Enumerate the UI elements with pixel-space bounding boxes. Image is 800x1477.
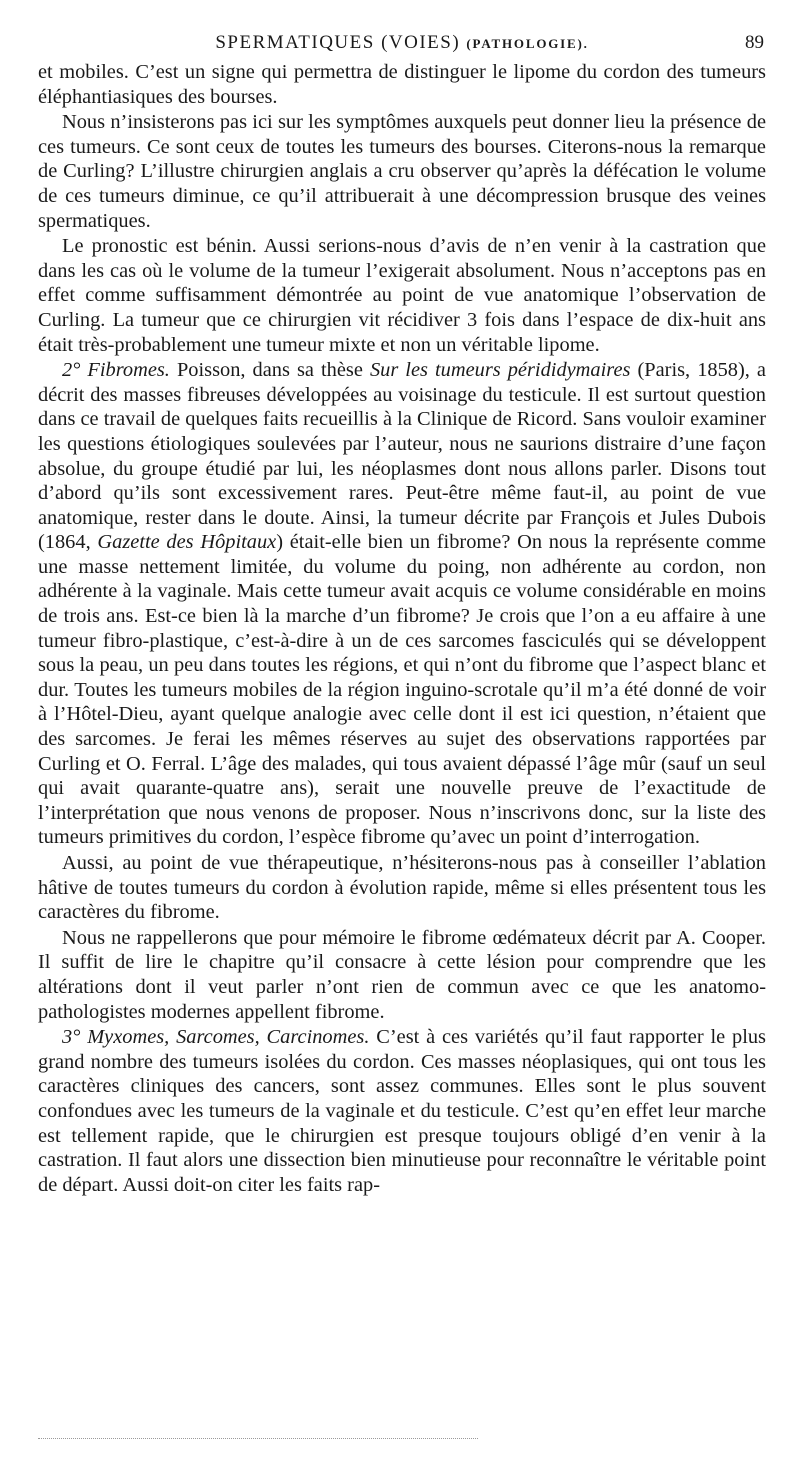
body-text — [38, 60, 766, 1197]
footer-rule — [38, 1438, 478, 1439]
paragraph-text: Poisson, dans sa thèse — [176, 359, 363, 382]
paragraph-text: C’est à ces variétés qu’il faut rapporter le plus grand nombre des tumeurs isolées du cordon. Ces masses néoplasiques, qui ont tous les caractères cliniques des cancers, sont assez communes. Elles sont le plus souvent confondues avec les tumeurs de la vaginale et du testicule. C’est qu’en effet leur marche est tellement rapide, que le chirurgien est presque toujours obligé d’en venir à la castration. Il faut alors une dissection bien minutieuse pour reconnaître le véritable point de départ. Aussi doit-on citer les faits rap- — [38, 1026, 766, 1196]
running-head — [38, 28, 766, 58]
running-title-section: (PATHOLOGIE). — [466, 36, 589, 51]
page — [38, 28, 766, 1197]
paragraph-text: ) était-elle bien un fibrome? On nous la représente comme une masse nettement limitée, du volume du poing, non adhérente au cordon, non adhérente à la vaginale. Mais cette tumeur avait acquis ce volume considérable en moins de trois ans. Est-ce bien là la marche d’un fibrome? Je crois que l’on a eu affaire à une tumeur fibro-plastique, c’est-à-dire à un de ces sarcomes fasciculés qui se développent sous la peau, un peu dans toutes les régions, et qui n’ont du fibrome que l’aspect blanc et dur. Toutes les tumeurs mobiles de la région inguino-scrotale qu’il m’a été donné de voir à l’Hôtel-Dieu, ayant quelque analogie avec celle dont il est ici question, n’étaient que des sarcomes. Je ferai les mêmes réserves au sujet des observations rapportées par Curling et O. Ferral. L’âge des malades, qui tous avaient dépassé l’âge mûr (sauf un seul qui avait quarante-quatre ans), serait une nouvelle preuve de l’exactitude de l’interprétation que nous venons de proposer. Nous n’inscrivons donc, sur la liste des tumeurs primitives du cordon, l’espèce fibrome qu’avec un point d’interrogation. — [38, 531, 766, 849]
paragraph-fibromes — [38, 358, 766, 850]
paragraph-prognosis: Le pronostic est bénin. Aussi serions-nous d’avis de n’en venir à la castration que dans les cas où le volume de la tumeur l’exigerait absolument. Nous n’acceptons pas en effet comme suffisamment démontrée au point de vue anatomique l’observation de Curling. La tumeur que ce chirurgien vit récidiver 3 fois dans l’espace de dix-huit ans était très-probablement une tumeur mixte et non un véritable lipome. — [38, 235, 766, 356]
paragraph-myxomes — [38, 1025, 766, 1197]
running-title — [38, 32, 766, 54]
page-number: 89 — [745, 32, 764, 53]
paragraph-therapeutic: Aussi, au point de vue thérapeutique, n’hésiterons-nous pas à conseiller l’ablation hâtive de toutes tumeurs du cordon à évolution rapide, même si elles présentent tous les caractères du fibrome. — [38, 852, 766, 924]
section-number: 3° — [62, 1026, 81, 1049]
paragraph-text: (Paris, 1858), a décrit des masses fibreuses développées au voisinage du testicule. Il est surtout question dans ce travail de quelques faits recueillis à la Clinique de Ricord. Sans vouloir examiner les questions étiologiques soulevées par l’auteur, nous ne saurions distraire d’une façon absolue, du groupe étudié par lui, les néoplasmes dont nous allons parler. Disons tout d’abord qu’ils sont excessivement rares. Peut-être même faut-il, au point de vue anatomique, rester dans le doute. Ainsi, la tumeur décrite par François et Jules Dubois (1864, — [38, 359, 766, 554]
paragraph-cooper: Nous ne rappellerons que pour mémoire le fibrome œdémateux décrit par A. Cooper. Il suffit de lire le chapitre qu’il consacre à cette lésion pour comprendre que les altérations dont il veut parler n’ont rien de commun avec ce que les anatomo-pathologistes modernes appellent fibrome. — [38, 926, 766, 1023]
paragraph-symptoms: Nous n’insisterons pas ici sur les symptômes auxquels peut donner lieu la présence de ces tumeurs. Ce sont ceux de toutes les tumeurs des bourses. Citerons-nous la remarque de Curling? L’illustre chirurgien anglais a cru observer qu’après la défécation le volume de ces tumeurs diminue, ce qu’il attribuerait à une décompression brusque des veines spermatiques. — [38, 111, 766, 232]
section-title: Fibromes. — [87, 359, 170, 382]
running-title-main: SPERMATIQUES (VOIES) — [215, 32, 461, 53]
cited-title: Sur les tumeurs pérididymaires — [369, 359, 631, 382]
section-number: 2° — [62, 359, 81, 382]
paragraph-lipome-continued: et mobiles. C’est un signe qui permettra de distinguer le lipome du cordon des tumeurs éléphantiasiques des bourses. — [38, 61, 766, 108]
section-title: Myxomes, Sarcomes, Carcinomes. — [87, 1026, 370, 1049]
cited-journal: Gazette des Hôpitaux — [97, 531, 277, 554]
